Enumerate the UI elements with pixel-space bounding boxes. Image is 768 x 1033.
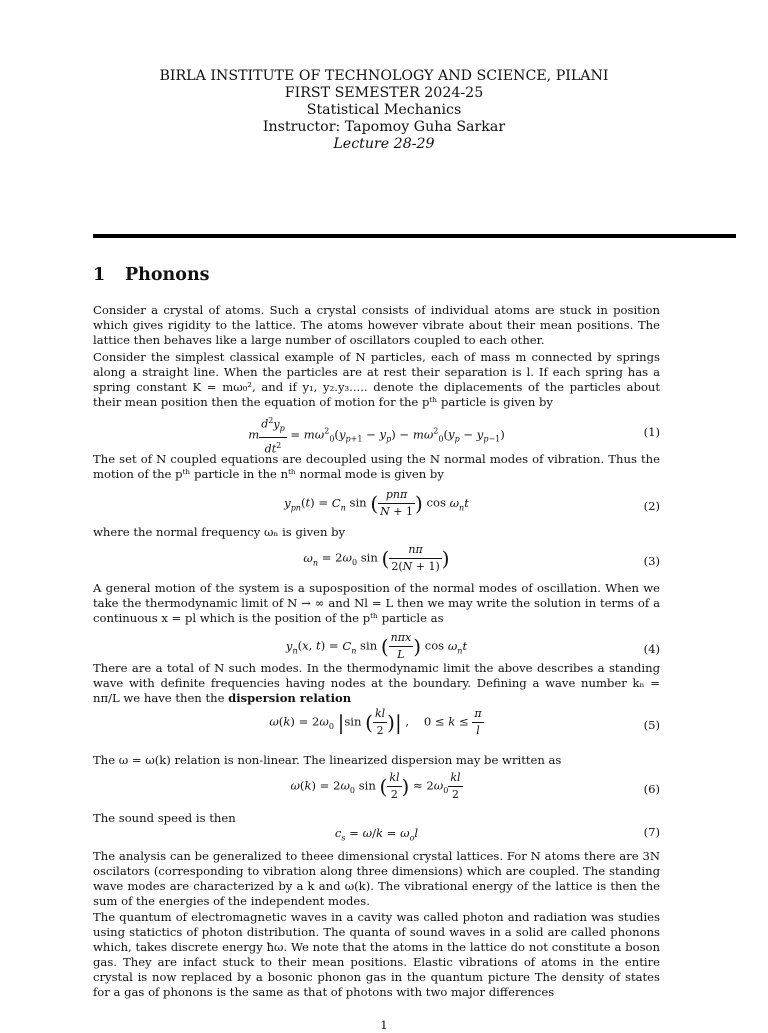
instructor: Instructor: Tapomoy Guha Sarkar: [262, 119, 506, 135]
paragraph-4: where the normal frequency ωₙ is given by: [93, 525, 346, 539]
equation-1: m $\frac{d^2y_p}{dt^2}$ = $m\omega^2_0(y_{p+1} - y_p) - m\omega^2_0(y_p - y_{p-1})$ (1): [93, 413, 660, 453]
equation-4-tag: (4): [643, 642, 660, 656]
section-heading: [93, 265, 210, 285]
page-number: 1: [380, 1018, 388, 1032]
equation-5-tag: (5): [643, 718, 660, 732]
equation-3-tag: (3): [643, 554, 660, 568]
paragraph-6: [93, 661, 660, 706]
equation-7-tag: (7): [643, 825, 660, 839]
equation-5: $\omega(k) = 2\omega_0$ |sin ( $\frac{kl}{2}$ )| , 0 ≤ k ≤ $\frac{\pi}{l}$ (5): [269, 707, 660, 737]
paragraph-6-text: There are a total of N such modes. In the thermodynamic limit the above describes a standing wave with definite frequencies having nodes at the boundary. Defining a wave number kₙ = nπ/L we have then the: [93, 661, 660, 705]
paragraph-9: The analysis can be generalized to theee dimensional crystal lattices. For N atoms there are 3N oscilators (corresponding to vibration along three dimensions) which are coupled. The standing wave modes are characterized by a k and ω(k). The vibrational energy of the lattice is then the sum of the energies of the independent modes.: [93, 849, 660, 908]
dispersion-relation-term: dispersion relation: [228, 691, 352, 705]
equation-1-tag: (1): [643, 425, 660, 439]
paragraph-3: The set of N coupled equations are decoupled using the N normal modes of vibration. Thus the motion of the pᵗʰ particle in the nᵗʰ normal mode is given by: [93, 452, 660, 481]
equation-6: $\omega(k) = 2\omega_0$ sin ( $\frac{kl}{2}$ ) ≈ $2\omega_0$ $\frac{kl}{2}$ (6): [290, 771, 660, 801]
equation-2: $y_{pn}(t) = C_n$ sin ( $\frac{\text{pnπ}}{N + 1}$ ) $\cos \omega_nt$ (2): [284, 488, 660, 518]
section-number: 1: [93, 265, 106, 285]
paragraph-1: Consider a crystal of atoms. Such a crystal consists of individual atoms are stuck in position which gives rigidity to the lattice. The atoms however vibrate about their mean positions. The lattice then behaves like a large number of oscillators coupled to each other.: [93, 303, 660, 347]
section-title: Phonons: [125, 265, 210, 285]
document-header: [0, 68, 768, 153]
paragraph-2: Consider the simplest classical example of N particles, each of mass m connected by springs along a straight line. When the particles are at rest their separation is l. If each spring has a spring constant K = mω₀², and if y₁, y₂.y₃..... denote the diplacements of the particles about their mean position then the equation of motion for the pᵗʰ particle is given by: [93, 350, 660, 409]
paragraph-7: The ω = ω(k) relation is non-linear. The linearized dispersion may be written as: [93, 753, 562, 767]
lecture-number: Lecture 28-29: [333, 136, 435, 152]
equation-7: $c_s = \omega/k = \omega_ol$ (7): [334, 825, 660, 843]
equation-2-tag: (2): [643, 499, 660, 513]
equation-6-tag: (6): [643, 782, 660, 796]
semester: FIRST SEMESTER 2024-25: [284, 85, 484, 101]
equation-4: $y_n(x$, $t) = C_n$ sin ( $\frac{\text{nπx}}{L}$ ) $\cos \omega_nt$ (4): [285, 631, 660, 661]
institute-name: BIRLA INSTITUTE OF TECHNOLOGY AND SCIENCE, PILANI: [159, 68, 609, 84]
paragraph-10: The quantum of electromagnetic waves in a cavity was called photon and radiation was studies using statictics of photon distribution. The quanta of sound waves in a solid are called phonons which, takes discrete energy ħω. We note that the atoms in the lattice do not constitute a boson gas. They are infact stuck to their mean positions. Elastic vibrations of atoms in the entire crystal is now replaced by a bosonic phonon gas in the quantum picture The density of states for a gas of phonons is the same as that of photons with two major differences: [93, 910, 660, 999]
paragraph-5: A general motion of the system is a suposposition of the normal modes of oscillation. When we take the thermodynamic limit of N → ∞ and Nl = L then we may write the solution in terms of a continuous x = pl which is the position of the pᵗʰ particle as: [93, 581, 660, 625]
header-rule: [93, 234, 736, 238]
equation-3: $\omega_n = 2\omega_0$ sin ( $\frac{n\pi}{2(N + 1)}$ ) (3): [303, 543, 660, 573]
paragraph-8: The sound speed is then: [93, 811, 236, 825]
course-name: Statistical Mechanics: [306, 102, 462, 118]
